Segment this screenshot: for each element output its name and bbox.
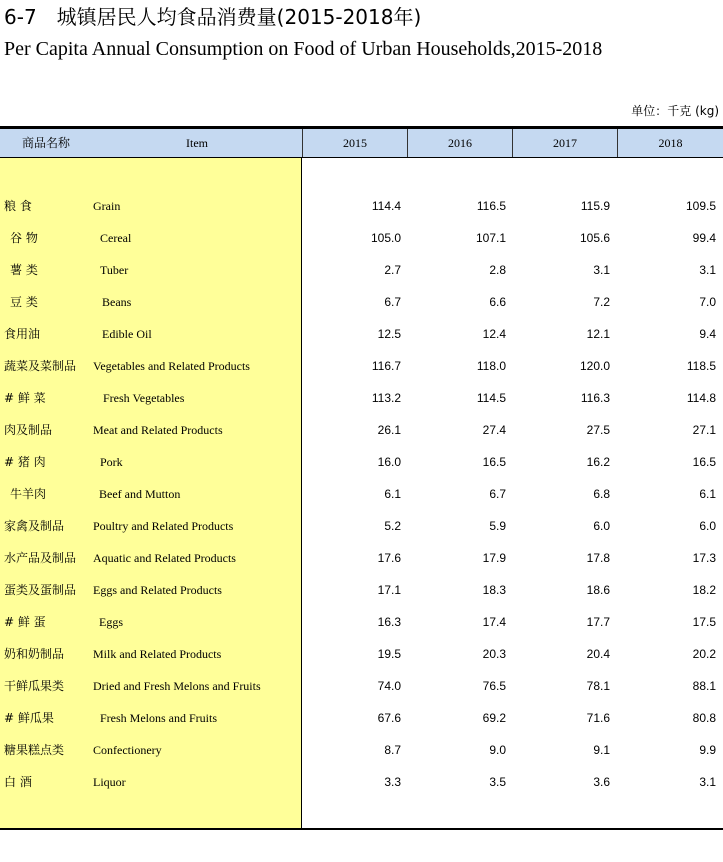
page-title-cn: 6-7 城镇居民人均食品消费量(2015-2018年) <box>4 5 422 29</box>
row-name-cn: 蛋类及蛋制品 <box>4 583 77 597</box>
value-cell-2016: 6.7 <box>489 487 506 501</box>
table-row <box>0 254 723 286</box>
table-row <box>0 446 723 478</box>
value-cell-2018: 114.8 <box>686 391 716 405</box>
value-cell-2016: 2.8 <box>489 263 506 277</box>
value-cell-2016: 16.5 <box>482 455 506 469</box>
row-name-en: Edible Oil <box>102 327 152 341</box>
row-name-en: Vegetables and Related Products <box>93 359 250 373</box>
table-row <box>0 510 723 542</box>
row-name-en: Aquatic and Related Products <box>93 551 236 565</box>
value-cell-2017: 116.3 <box>580 391 610 405</box>
row-name-cn: # 猪 肉 <box>4 455 46 469</box>
value-cell-2018: 18.2 <box>692 583 716 597</box>
row-name-cn: 家禽及制品 <box>4 519 65 533</box>
header-name-cn: 商品名称 <box>21 136 70 150</box>
row-name-cn: 豆 类 <box>10 295 38 309</box>
row-name-cn: # 鲜 菜 <box>4 391 46 405</box>
value-cell-2015: 6.1 <box>384 487 401 501</box>
header-year-2017: 2017 <box>553 136 577 150</box>
value-cell-2016: 3.5 <box>489 775 506 789</box>
value-cell-2018: 80.8 <box>692 711 716 725</box>
value-cell-2016: 20.3 <box>482 647 506 661</box>
header-year-2018: 2018 <box>658 136 683 150</box>
value-cell-2017: 7.2 <box>593 295 610 309</box>
row-name-en: Poultry and Related Products <box>93 519 234 533</box>
value-cell-2016: 17.4 <box>482 615 506 629</box>
table-row <box>0 414 723 446</box>
row-name-en: Dried and Fresh Melons and Fruits <box>93 679 261 693</box>
value-cell-2015: 12.5 <box>377 327 401 341</box>
header-year-2016: 2016 <box>448 136 472 150</box>
value-cell-2018: 6.0 <box>699 519 716 533</box>
value-cell-2017: 6.0 <box>593 519 610 533</box>
value-cell-2017: 3.1 <box>593 263 610 277</box>
value-cell-2018: 3.1 <box>699 263 716 277</box>
value-cell-2018: 99.4 <box>692 231 716 245</box>
value-cell-2018: 17.5 <box>692 615 716 629</box>
row-name-cn: 牛羊肉 <box>10 487 47 501</box>
value-cell-2017: 16.2 <box>586 455 610 469</box>
value-cell-2015: 105.0 <box>370 231 401 245</box>
value-cell-2016: 6.6 <box>489 295 506 309</box>
value-cell-2018: 9.9 <box>699 743 716 757</box>
value-cell-2017: 17.7 <box>586 615 610 629</box>
value-cell-2016: 9.0 <box>489 743 506 757</box>
table-row <box>0 350 723 382</box>
value-cell-2017: 71.6 <box>586 711 610 725</box>
unit-label: 单位：千克 (kg) <box>631 104 719 118</box>
table-row <box>0 638 723 670</box>
value-cell-2017: 20.4 <box>586 647 610 661</box>
table-header <box>0 129 723 158</box>
table-row <box>0 286 723 318</box>
value-cell-2016: 76.5 <box>482 679 506 693</box>
value-cell-2015: 17.6 <box>377 551 401 565</box>
row-name-en: Fresh Vegetables <box>103 391 185 405</box>
value-cell-2016: 118.0 <box>476 359 506 373</box>
table-row <box>0 190 723 222</box>
table-row <box>0 222 723 254</box>
row-name-cn: # 鲜瓜果 <box>4 711 54 725</box>
row-name-en: Meat and Related Products <box>93 423 223 437</box>
row-name-cn: 谷 物 <box>10 231 38 245</box>
value-cell-2015: 74.0 <box>377 679 401 693</box>
value-cell-2015: 67.6 <box>377 711 401 725</box>
value-cell-2017: 6.8 <box>593 487 610 501</box>
value-cell-2016: 107.1 <box>475 231 506 245</box>
row-name-cn: 水产品及制品 <box>4 551 77 565</box>
value-cell-2017: 18.6 <box>586 583 610 597</box>
table-row <box>0 766 723 798</box>
table-row <box>0 478 723 510</box>
value-cell-2018: 3.1 <box>699 775 716 789</box>
value-cell-2018: 9.4 <box>699 327 716 341</box>
value-cell-2015: 5.2 <box>384 519 401 533</box>
value-cell-2015: 113.2 <box>371 391 401 405</box>
value-cell-2015: 114.4 <box>371 199 401 213</box>
row-name-cn: 糖果糕点类 <box>4 743 65 757</box>
row-name-cn: 粮 食 <box>4 199 32 213</box>
value-cell-2018: 27.1 <box>692 423 716 437</box>
header-item: Item <box>186 136 208 150</box>
value-cell-2018: 16.5 <box>692 455 716 469</box>
row-name-en: Pork <box>100 455 123 469</box>
value-cell-2015: 26.1 <box>377 423 401 437</box>
value-cell-2015: 8.7 <box>384 743 401 757</box>
value-cell-2017: 78.1 <box>586 679 610 693</box>
row-name-cn: # 鲜 蛋 <box>4 615 46 629</box>
table-row <box>0 542 723 574</box>
row-name-cn: 薯 类 <box>10 263 38 277</box>
value-cell-2016: 17.9 <box>482 551 506 565</box>
value-cell-2017: 3.6 <box>593 775 610 789</box>
row-name-en: Beef and Mutton <box>99 487 181 501</box>
value-cell-2016: 12.4 <box>482 327 506 341</box>
consumption-table <box>0 126 723 830</box>
value-cell-2018: 118.5 <box>686 359 716 373</box>
value-cell-2017: 115.9 <box>580 199 610 213</box>
value-cell-2017: 9.1 <box>593 743 610 757</box>
value-cell-2017: 120.0 <box>579 359 610 373</box>
value-cell-2016: 116.5 <box>476 199 506 213</box>
row-name-en: Beans <box>102 295 132 309</box>
row-name-cn: 奶和奶制品 <box>4 647 65 661</box>
page-title-en: Per Capita Annual Consumption on Food of Urban Households,2015-2018 <box>4 38 603 60</box>
value-cell-2015: 3.3 <box>384 775 401 789</box>
value-cell-2015: 116.7 <box>371 359 401 373</box>
value-cell-2017: 105.6 <box>579 231 610 245</box>
value-cell-2016: 18.3 <box>482 583 506 597</box>
value-cell-2015: 16.3 <box>377 615 401 629</box>
value-cell-2016: 27.4 <box>482 423 506 437</box>
value-cell-2017: 27.5 <box>586 423 610 437</box>
row-name-cn: 蔬菜及菜制品 <box>4 359 77 373</box>
row-name-en: Eggs and Related Products <box>93 583 222 597</box>
value-cell-2018: 88.1 <box>692 679 716 693</box>
row-name-en: Grain <box>93 199 121 213</box>
row-name-cn: 白 酒 <box>4 775 32 789</box>
table-bottom-rule <box>0 828 723 830</box>
row-name-en: Cereal <box>100 231 132 245</box>
row-name-en: Confectionery <box>93 743 162 757</box>
row-name-en: Fresh Melons and Fruits <box>100 711 217 725</box>
value-cell-2018: 109.5 <box>685 199 716 213</box>
value-cell-2017: 17.8 <box>586 551 610 565</box>
value-cell-2018: 20.2 <box>692 647 716 661</box>
value-cell-2015: 2.7 <box>384 263 401 277</box>
value-cell-2018: 7.0 <box>699 295 716 309</box>
value-cell-2015: 17.1 <box>377 583 401 597</box>
value-cell-2018: 17.3 <box>692 551 716 565</box>
value-cell-2015: 19.5 <box>377 647 401 661</box>
value-cell-2016: 69.2 <box>482 711 506 725</box>
row-name-cn: 食用油 <box>4 327 41 341</box>
table-row <box>0 670 723 702</box>
row-name-cn: 肉及制品 <box>4 423 53 437</box>
row-name-en: Milk and Related Products <box>93 647 222 661</box>
row-name-cn: 干鲜瓜果类 <box>4 679 65 693</box>
value-cell-2016: 5.9 <box>489 519 506 533</box>
row-name-en: Eggs <box>99 615 123 629</box>
table-row <box>0 382 723 414</box>
table-row <box>0 734 723 766</box>
value-cell-2015: 6.7 <box>384 295 401 309</box>
row-name-en: Tuber <box>100 263 129 277</box>
table-row <box>0 574 723 606</box>
header-year-2015: 2015 <box>343 136 367 150</box>
table-row <box>0 606 723 638</box>
table-row <box>0 702 723 734</box>
value-cell-2015: 16.0 <box>377 455 401 469</box>
table-row <box>0 318 723 350</box>
row-name-en: Liquor <box>93 775 126 789</box>
value-cell-2016: 114.5 <box>476 391 506 405</box>
value-cell-2017: 12.1 <box>586 327 610 341</box>
value-cell-2018: 6.1 <box>699 487 716 501</box>
